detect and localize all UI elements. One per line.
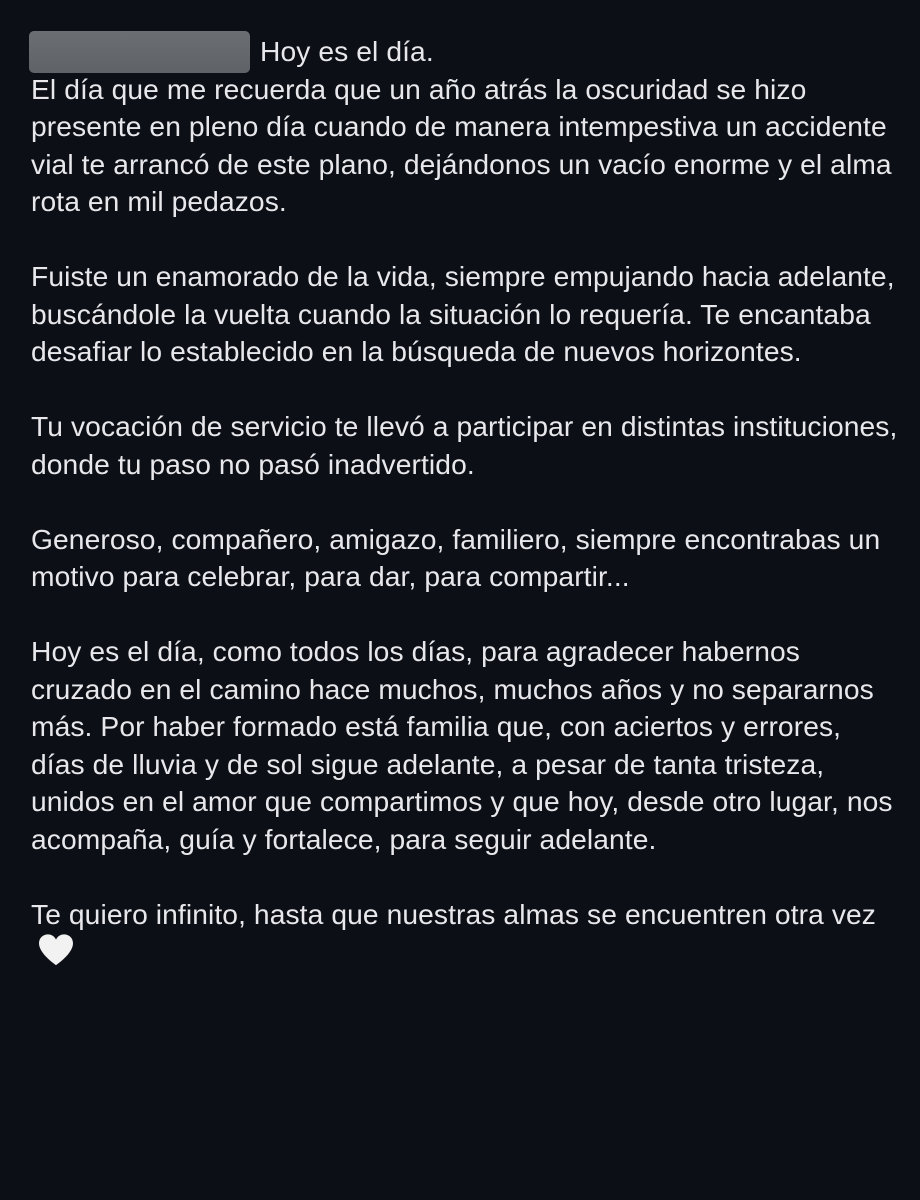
redacted-name-block xyxy=(29,31,250,73)
post-opening-line xyxy=(31,33,901,71)
post-closing xyxy=(31,896,901,971)
post-paragraph: Tu vocación de servicio te llevó a participar en distintas instituciones, donde tu paso no pasó inadvertido. xyxy=(31,410,898,480)
post-paragraph: El día que me recuerda que un año atrás la oscuridad se hizo presente en pleno día cuando de manera intempestiva un accidente vial te arrancó de este plano, dejándonos un vacío enorme y el alma rota en mil pedazos. xyxy=(31,72,892,217)
post-paragraph: Generoso, compañero, amigazo, familiero, siempre encontrabas un motivo para celebrar, para dar, para compartir... xyxy=(31,522,881,592)
white-heart-icon xyxy=(37,933,75,967)
cropped-header-glyphs xyxy=(150,0,290,8)
post-paragraph: Hoy es el día, como todos los días, para agradecer habernos cruzado en el camino hace muchos, muchos años y no separarnos más. Por haber formado está familia que, con aciertos y errores, días de lluvia y de sol sigue adelante, a pesar de tanta tristeza, unidos en el amor que compartimos y que hoy, desde otro lugar, nos acompaña, guía y fortalece, para seguir adelante. xyxy=(31,635,893,855)
post-paragraph: Fuiste un enamorado de la vida, siempre empujando hacia adelante, buscándole la vuelta cuando la situación lo requería. Te encantaba desafiar lo establecido en la búsqueda de nuevos horizontes. xyxy=(31,260,895,367)
post-closing-text: Te quiero infinito, hasta que nuestras almas se encuentren otra vez xyxy=(31,897,876,930)
post-opening-text: Hoy es el día. xyxy=(260,35,434,67)
post-text xyxy=(31,33,901,971)
